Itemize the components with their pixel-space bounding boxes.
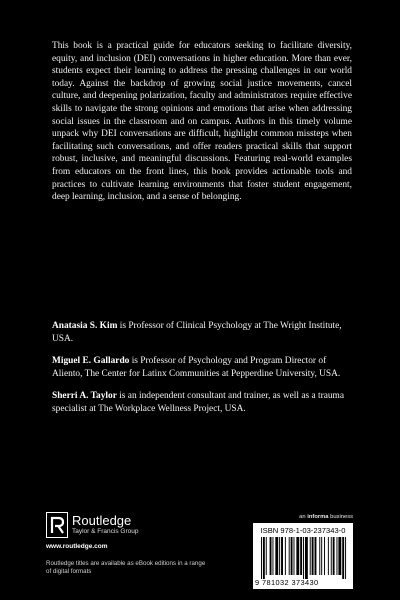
barcode-bar [285,537,286,575]
barcode-bar [321,537,322,575]
ebook-note: Routledge titles are available as eBook editions in a range of digital formats [46,560,206,575]
barcode-bars-icon [260,537,348,579]
author-bios [52,320,352,426]
author-name: Anatasia S. Kim [52,321,118,331]
barcode-bar [296,537,299,575]
barcode-bar [345,537,346,579]
barcode-bar [261,537,262,579]
barcode-bar [275,537,278,575]
barcode-bar [293,537,294,575]
isbn-label: ISBN 978-1-03-237343-0 [260,526,346,535]
barcode-bar [342,537,344,579]
barcode-bar [300,537,302,575]
barcode-bar [289,537,290,575]
barcode-bar [272,537,273,575]
author-bio-gallardo [52,355,352,380]
barcode-bar [338,537,341,575]
barcode-bar [281,537,283,575]
informa-prefix: an [299,514,308,520]
informa-brand: informa [307,514,329,520]
barcode-bar [328,537,329,575]
publisher-name: Routledge [72,513,132,528]
book-description: This book is a practical guide for educators seeking to facilitate diversity, equity, and inclusion (DEI) conversations in higher education. More than ever, students expect their learning to address the pressing challenges in our world today. Against the backdrop of growing social justice movements, cancel culture, and deepening polarization, faculty and administrators require effective skills to navigate the strong opinions and emotions that arise when addressing social issues in the classroom and on campus. Authors in this timely volume unpack why DEI conversations are difficult, highlight common missteps when facilitating such conversations, and offer readers practical skills that support robust, inclusive, and meaningful discussions. Featuring real-world examples from educators on the front lines, this book provides actionable tools and practices to cultivate learning environments that foster student engagement, deep learning, inclusion, and a sense of belonging. [52,41,352,203]
routledge-logo-icon [46,512,68,538]
barcode-bar [270,537,272,575]
barcode-digits: 9 781032 373430 [255,578,319,587]
barcode-bar [305,537,308,579]
barcode-bar [263,537,265,579]
author-bio-taylor [52,390,352,415]
barcode-bar [310,537,311,575]
informa-suffix: business [328,514,353,520]
author-name: Miguel E. Gallardo [52,356,130,367]
barcode-bar [315,537,317,575]
barcode-bar [336,537,337,575]
barcode-bar [319,537,320,575]
barcode-bar [266,537,267,575]
barcode-bar [279,537,280,575]
barcode-bar [331,537,332,575]
barcode-bar [324,537,325,575]
barcode-box [253,523,353,589]
barcode-bar [333,537,335,575]
barcode-bar [312,537,314,575]
barcode-bar [291,537,293,575]
author-bio-kim [52,320,352,345]
informa-business-line [263,514,353,520]
publisher-block [46,512,196,552]
publisher-group: Taylor & Francis Group [72,528,139,535]
publisher-url: www.routledge.com [46,543,108,550]
author-bio-text: is Professor of Clinical Psychology at The Wright Institute, USA. [52,321,342,344]
barcode-bar [303,537,304,579]
author-name: Sherri A. Taylor [52,391,117,402]
author-bio-text: is Professor of Psychology and Program Director of Aliento, The Center for Latinx Communities at Pepperdine University, USA. [52,356,341,379]
author-bio-text: is an independent consultant and trainer, as well as a trauma specialist at The Workplace Wellness Project, USA. [52,391,345,414]
